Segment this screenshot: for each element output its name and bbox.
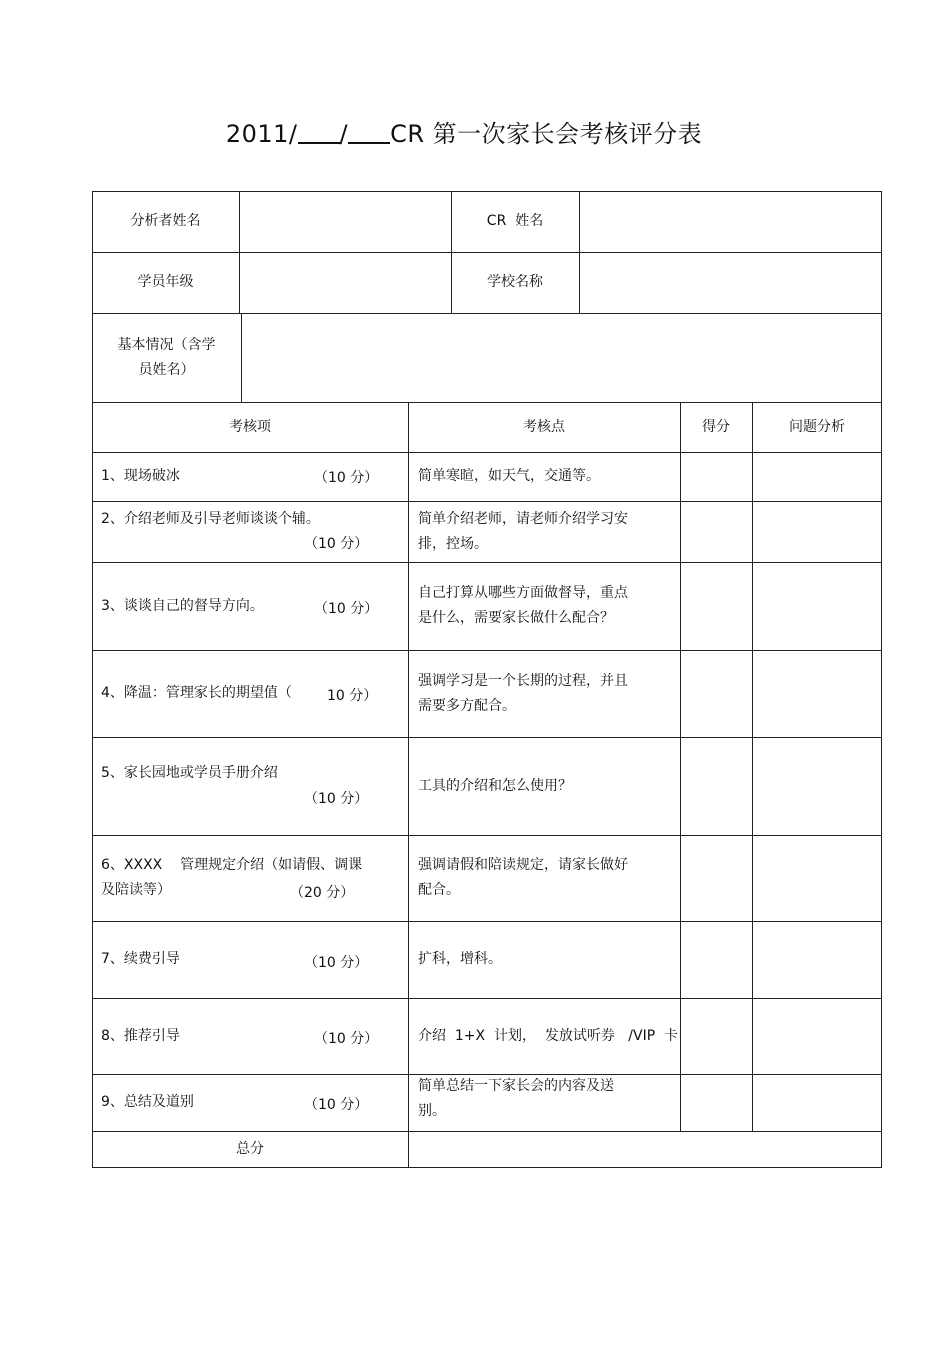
- item-description-line1: 介绍 1+X 计划， 发放试听券 /VIP 卡: [418, 1027, 679, 1044]
- header-score: 得分: [702, 418, 730, 435]
- item-description-line1: 强调学习是一个长期的过程，并且: [418, 672, 628, 689]
- item-description-line2: 别。: [418, 1103, 446, 1119]
- item-label-line2: 及陪读等）: [101, 882, 171, 898]
- title-day-blank: [348, 122, 390, 144]
- score-input[interactable]: [681, 835, 752, 921]
- score-input[interactable]: [681, 501, 752, 562]
- analysis-input[interactable]: [753, 452, 882, 501]
- header-item: 考核项: [229, 418, 271, 435]
- total-value[interactable]: [409, 1131, 882, 1168]
- item-label: 1、现场破冰: [101, 468, 180, 484]
- item-description-line2: 排，控场。: [418, 535, 488, 552]
- item-description-line1: 简单寒暄，如天气，交通等。: [418, 468, 600, 484]
- score-input[interactable]: [681, 562, 752, 650]
- item-points: （10 分）: [314, 601, 379, 617]
- total-label: 总分: [236, 1141, 264, 1157]
- cr-name-label: CR 姓名: [486, 213, 544, 229]
- item-points: （10 分）: [314, 1031, 379, 1047]
- item-description-line1: 工具的介绍和怎么使用？: [418, 777, 572, 794]
- item-points: （20 分）: [290, 885, 355, 901]
- header-analysis: 问题分析: [789, 418, 845, 435]
- item-description-line1: 扩科，增科。: [418, 951, 502, 967]
- item-points: （10 分）: [304, 791, 369, 807]
- analysis-input[interactable]: [753, 835, 882, 921]
- student-grade-label: 学员年级: [137, 274, 194, 290]
- item-description-line1: 自己打算从哪些方面做督导，重点: [418, 585, 628, 601]
- student-grade-value[interactable]: [240, 252, 451, 313]
- item-description: [418, 835, 678, 921]
- basic-info-label-line2: 员姓名）: [138, 361, 195, 378]
- basic-info-label-line1: 基本情况（含学: [117, 336, 216, 353]
- item-label: 8、推荐引导: [101, 1027, 180, 1044]
- item-description: [418, 737, 678, 835]
- item-label: [101, 835, 401, 921]
- analysis-input[interactable]: [753, 501, 882, 562]
- item-points: 10 分）: [327, 688, 378, 704]
- item-label: [101, 737, 401, 835]
- analysis-input[interactable]: [753, 562, 882, 650]
- item-description-line1: 强调请假和陪读规定，请家长做好: [418, 857, 628, 873]
- item-description: [418, 650, 678, 737]
- item-description: [418, 562, 678, 650]
- item-description: [418, 501, 678, 562]
- item-description-line2: 是什么，需要家长做什么配合？: [418, 610, 614, 626]
- item-label-line1: 2、介绍老师及引导老师谈谈个辅。: [101, 510, 320, 527]
- cr-name-value[interactable]: [580, 191, 882, 252]
- score-input[interactable]: [681, 998, 752, 1074]
- item-description-line2: 需要多方配合。: [418, 697, 516, 714]
- item-label: 7、续费引导: [101, 951, 180, 967]
- item-label-line1: 5、家长园地或学员手册介绍: [101, 765, 278, 781]
- col-divider: [408, 402, 409, 1168]
- item-description: [418, 1074, 678, 1124]
- item-label: 3、谈谈自己的督导方向。: [101, 597, 264, 614]
- score-input[interactable]: [681, 737, 752, 835]
- item-description: [418, 452, 678, 501]
- item-label-line1: 6、XXXX 管理规定介绍（如请假、调课: [101, 857, 363, 873]
- analyst-name-value[interactable]: [240, 191, 451, 252]
- item-description-line1: 简单介绍老师，请老师介绍学习安: [418, 510, 628, 527]
- school-name-value[interactable]: [580, 252, 882, 313]
- analysis-input[interactable]: [753, 1074, 882, 1131]
- item-label: 9、总结及道别: [101, 1094, 194, 1110]
- analysis-input[interactable]: [753, 921, 882, 998]
- score-input[interactable]: [681, 921, 752, 998]
- title-text: CR 第一次家长会考核评分表: [390, 120, 703, 148]
- basic-info-value[interactable]: [242, 313, 882, 402]
- item-description-line2: 配合。: [418, 882, 460, 898]
- title-separator: /: [339, 120, 349, 148]
- page-title: [0, 114, 928, 149]
- item-description-line1: 简单总结一下家长会的内容及送: [418, 1078, 614, 1094]
- item-points: （10 分）: [304, 536, 369, 552]
- item-description: [418, 921, 678, 998]
- analysis-input[interactable]: [753, 998, 882, 1074]
- item-description: [418, 998, 680, 1074]
- item-points: （10 分）: [314, 470, 379, 486]
- score-input[interactable]: [681, 1074, 752, 1131]
- item-points: （10 分）: [304, 1097, 369, 1113]
- header-point: 考核点: [523, 418, 565, 435]
- title-month-blank: [298, 122, 340, 144]
- title-year: 2011/: [225, 120, 298, 148]
- item-label: 4、降温：管理家长的期望值（: [101, 685, 292, 701]
- item-points: （10 分）: [304, 955, 369, 971]
- analysis-input[interactable]: [753, 650, 882, 737]
- analyst-name-label: 分析者姓名: [130, 213, 201, 229]
- score-input[interactable]: [681, 452, 752, 501]
- basic-info-label: [92, 313, 241, 402]
- analysis-input[interactable]: [753, 737, 882, 835]
- school-name-label: 学校名称: [487, 274, 543, 290]
- score-input[interactable]: [681, 650, 752, 737]
